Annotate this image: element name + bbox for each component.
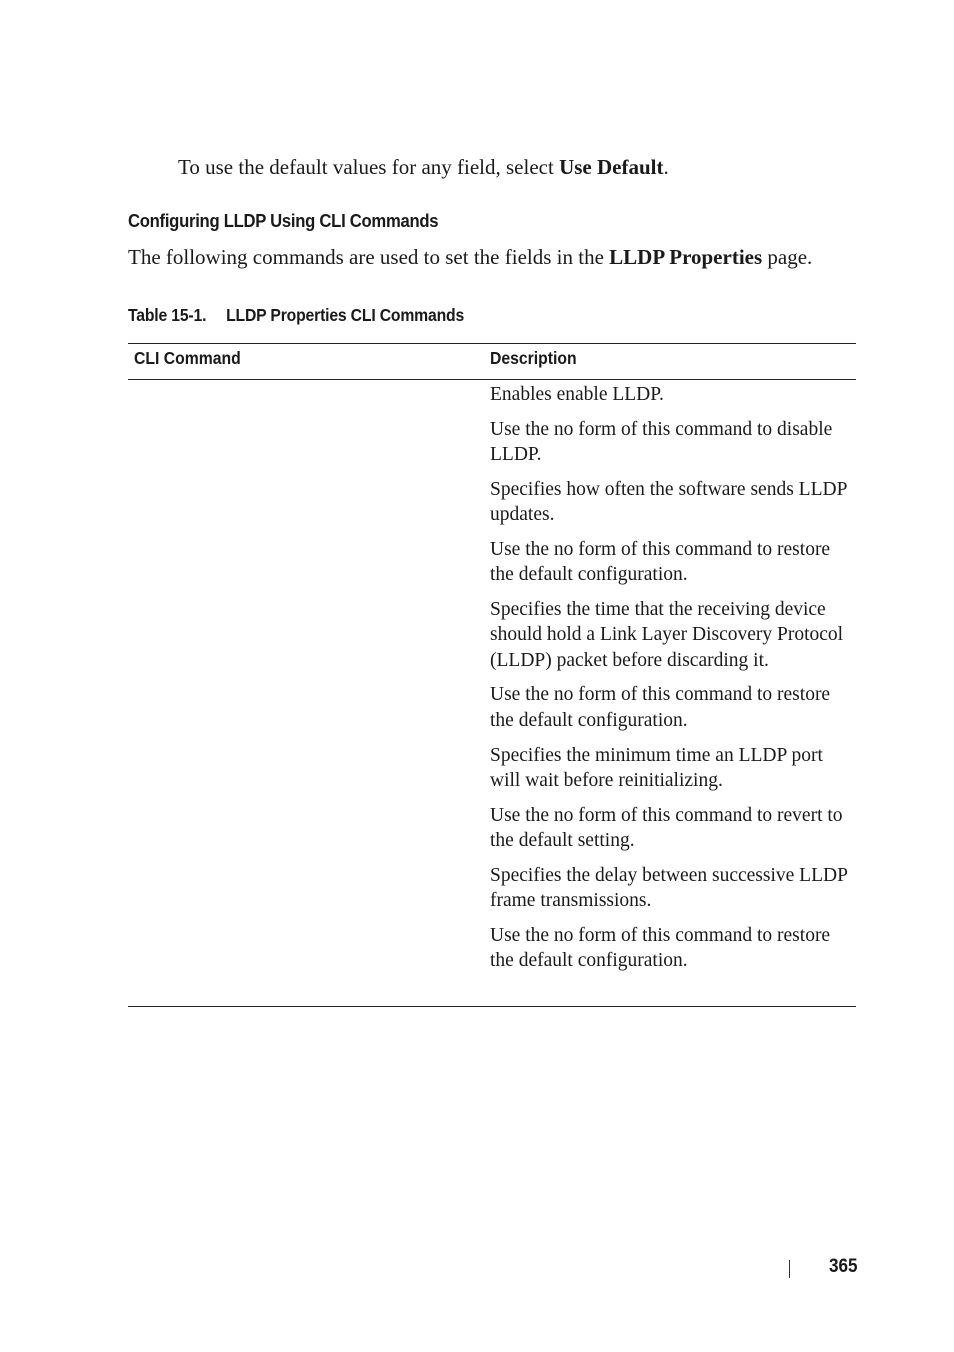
description-item: Enables enable LLDP. (490, 384, 664, 405)
description-item: Use the no form of this command to restore the default configuration. (490, 538, 831, 586)
footer-divider (789, 1260, 790, 1278)
section-heading: Configuring LLDP Using CLI Commands (128, 210, 439, 231)
description-item: Use the no form of this command to revert to the default setting. (490, 804, 843, 851)
table-caption-title: LLDP Properties CLI Commands (226, 305, 465, 325)
paragraph-text: The following commands are used to set the fields in the (128, 245, 610, 269)
column-header-cli-command: CLI Command (134, 348, 241, 368)
description-item: Specifies the minimum time an LLDP port will wait before reinitializing. (490, 744, 823, 791)
table-top-rule (128, 343, 856, 344)
description-item: Use the no form of this command to disable LLDP. (490, 418, 833, 466)
description-item: Use the no form of this command to restore the default configuration. (490, 924, 831, 972)
description-item: Specifies the delay between successive LLDP frame transmissions. (490, 864, 848, 912)
table-caption-number: Table 15-1. (128, 305, 207, 325)
intro-text: To use the default values for any field, select (178, 155, 560, 179)
description-item: Specifies the time that the receiving device should hold a Link Layer Discovery Protocol (LLDP) packet before discarding it. (490, 599, 844, 671)
table-caption (128, 302, 464, 328)
column-header-description: Description (490, 348, 577, 368)
table-bottom-rule (128, 1006, 856, 1007)
intro-suffix: . (663, 155, 669, 179)
use-default-label: Use Default (559, 155, 664, 179)
description-item: Specifies how often the software sends LLDP updates. (490, 478, 847, 526)
description-item: Use the no form of this command to restore the default configuration. (490, 684, 831, 731)
description-column (490, 382, 852, 973)
paragraph-suffix: page. (762, 245, 813, 269)
page-number: 365 (829, 1256, 858, 1277)
section-paragraph (128, 243, 848, 271)
table-header-rule (128, 379, 856, 380)
intro-line (178, 153, 669, 181)
lldp-properties-label: LLDP Properties (609, 245, 763, 269)
